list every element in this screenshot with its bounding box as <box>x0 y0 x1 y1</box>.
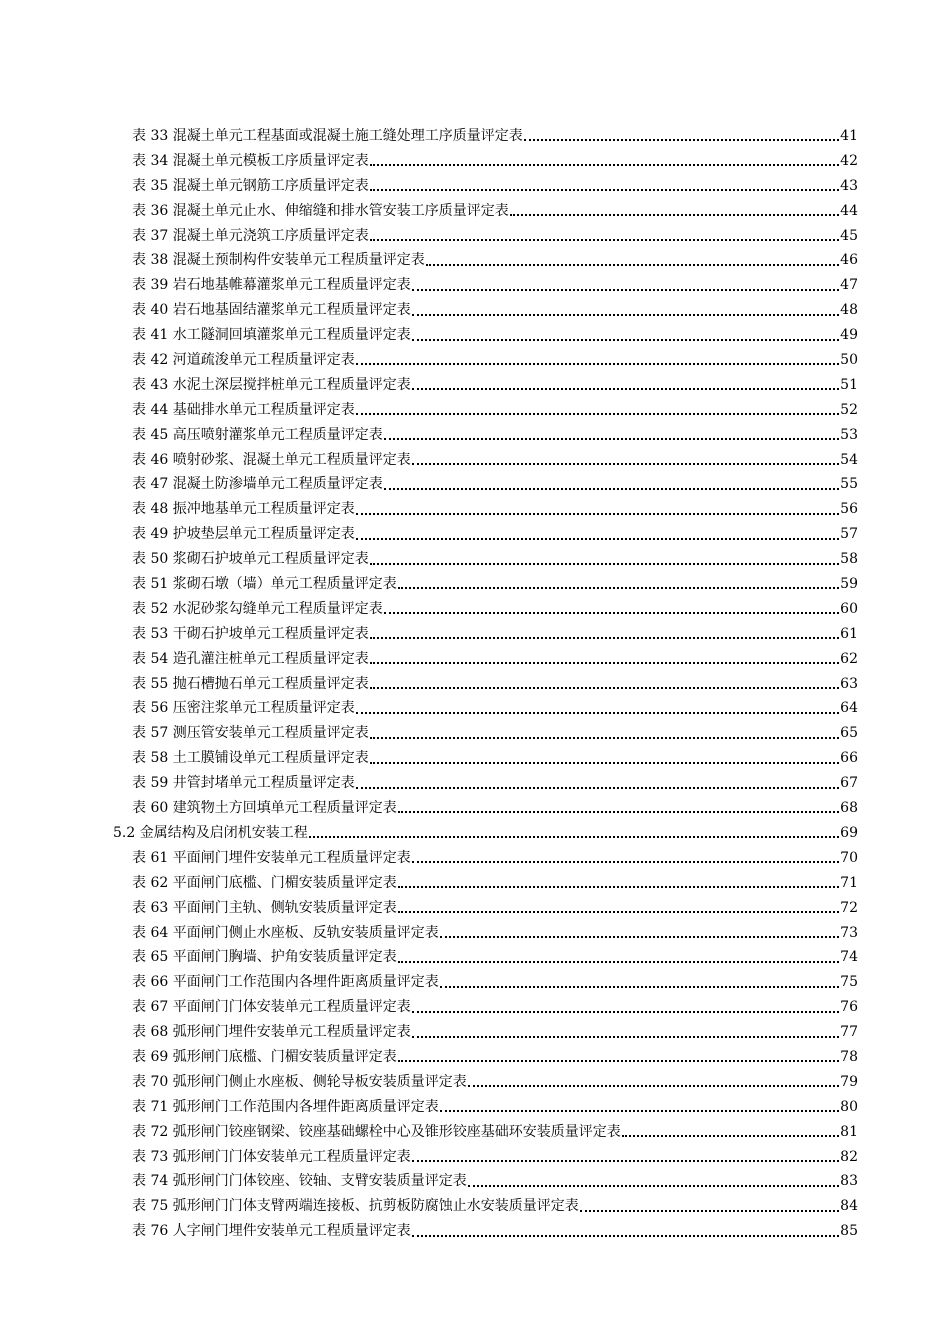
dot-leader <box>412 314 839 316</box>
dot-leader <box>398 961 839 963</box>
dot-leader <box>356 712 839 714</box>
toc-page-number: 54 <box>840 451 858 468</box>
toc-page-number: 76 <box>840 999 858 1016</box>
toc-entry[interactable] <box>113 1120 858 1145</box>
toc-page-number: 67 <box>840 775 858 792</box>
dot-leader <box>398 587 839 589</box>
toc-page-number: 79 <box>840 1073 858 1090</box>
dot-leader <box>370 164 839 166</box>
toc-entry[interactable] <box>113 945 858 970</box>
toc-entry[interactable] <box>113 1169 858 1194</box>
dot-leader <box>412 1036 839 1038</box>
toc-entry-title: 表 41 水工隧洞回填灌浆单元工程质量评定表 <box>132 327 411 344</box>
toc-page-number: 43 <box>840 177 858 194</box>
dot-leader <box>370 662 839 664</box>
dot-leader <box>370 687 839 689</box>
dot-leader <box>370 239 839 241</box>
toc-entry[interactable] <box>113 1020 858 1045</box>
toc-page-number: 63 <box>840 675 858 692</box>
toc-page-number: 82 <box>840 1148 858 1165</box>
dot-leader <box>440 986 839 988</box>
toc-page-number: 80 <box>840 1098 858 1115</box>
toc-entry[interactable] <box>113 298 858 323</box>
toc-entry-title: 5.2 金属结构及启闭机安装工程 <box>113 824 308 841</box>
toc-entry[interactable] <box>113 199 858 224</box>
toc-entry[interactable] <box>113 124 858 149</box>
dot-leader <box>440 936 839 938</box>
toc-page-number: 44 <box>840 202 858 219</box>
toc-page-number: 42 <box>840 152 858 169</box>
toc-entry[interactable] <box>113 348 858 373</box>
toc-entry[interactable] <box>113 149 858 174</box>
toc-page-number: 47 <box>840 277 858 294</box>
toc-entry[interactable] <box>113 771 858 796</box>
toc-entry-title: 表 56 压密注浆单元工程质量评定表 <box>132 700 355 717</box>
toc-entry-title: 表 62 平面闸门底槛、门楣安装质量评定表 <box>132 874 397 891</box>
dot-leader <box>524 139 839 141</box>
toc-entry[interactable] <box>113 696 858 721</box>
dot-leader <box>580 1210 839 1212</box>
toc-entry-title: 表 74 弧形闸门门体铰座、铰轴、支臂安装质量评定表 <box>132 1173 467 1190</box>
toc-page-number: 48 <box>840 302 858 319</box>
toc-entry-title: 表 68 弧形闸门埋件安装单元工程质量评定表 <box>132 1024 411 1041</box>
dot-leader <box>468 1185 839 1187</box>
toc-entry-title: 表 33 混凝土单元工程基面或混凝土施工缝处理工序质量评定表 <box>132 128 523 144</box>
dot-leader <box>398 886 839 888</box>
toc-entry-title: 表 73 弧形闸门门体安装单元工程质量评定表 <box>132 1148 411 1165</box>
toc-entry[interactable] <box>113 224 858 249</box>
toc-page-number: 51 <box>840 376 858 393</box>
dot-leader <box>356 363 839 365</box>
dot-leader <box>468 1085 839 1087</box>
dot-leader <box>370 563 839 565</box>
toc-entry[interactable] <box>113 273 858 298</box>
toc-entry-title: 表 53 干砌石护坡单元工程质量评定表 <box>132 625 369 642</box>
toc-entry[interactable] <box>113 995 858 1020</box>
toc-entry[interactable] <box>113 1145 858 1170</box>
toc-page-number: 50 <box>840 352 858 369</box>
toc-entry[interactable] <box>113 622 858 647</box>
toc-entry[interactable] <box>113 1095 858 1120</box>
toc-entry-title: 表 58 土工膜铺设单元工程质量评定表 <box>132 750 369 767</box>
toc-section-heading[interactable] <box>113 821 858 846</box>
toc-entry[interactable] <box>113 1070 858 1095</box>
toc-entry-title: 表 52 水泥砂浆勾缝单元工程质量评定表 <box>132 600 383 617</box>
toc-entry-title: 表 72 弧形闸门铰座钢梁、铰座基础螺栓中心及锥形铰座基础环安装质量评定表 <box>132 1123 621 1140</box>
toc-entry[interactable] <box>113 373 858 398</box>
toc-page-number: 58 <box>840 551 858 568</box>
toc-entry[interactable] <box>113 597 858 622</box>
toc-entry[interactable] <box>113 248 858 273</box>
toc-entry[interactable] <box>113 721 858 746</box>
toc-page-number: 83 <box>840 1173 858 1190</box>
toc-entry-title: 表 38 混凝土预制构件安装单元工程质量评定表 <box>132 252 425 269</box>
dot-leader <box>370 637 839 639</box>
dot-leader <box>384 438 839 440</box>
toc-entry[interactable] <box>113 572 858 597</box>
toc-page-number: 57 <box>840 526 858 543</box>
toc-entry-title: 表 39 岩石地基帷幕灌浆单元工程质量评定表 <box>132 277 411 294</box>
toc-entry-title: 表 67 平面闸门门体安装单元工程质量评定表 <box>132 999 411 1016</box>
toc-entry[interactable] <box>113 1045 858 1070</box>
toc-entry-title: 表 36 混凝土单元止水、伸缩缝和排水管安装工序质量评定表 <box>132 202 509 219</box>
toc-entry[interactable] <box>113 796 858 821</box>
toc-entry-title: 表 48 振冲地基单元工程质量评定表 <box>132 501 355 518</box>
toc-entry-title: 表 57 测压管安装单元工程质量评定表 <box>132 725 369 742</box>
toc-page-number: 71 <box>840 874 858 891</box>
toc-entry-title: 表 75 弧形闸门门体支臂两端连接板、抗剪板防腐蚀止水安装质量评定表 <box>132 1198 579 1215</box>
dot-leader <box>412 1235 839 1237</box>
dot-leader <box>412 339 839 341</box>
toc-entry-title: 表 46 喷射砂浆、混凝土单元工程质量评定表 <box>132 451 411 468</box>
toc-entry-title: 表 69 弧形闸门底槛、门楣安装质量评定表 <box>132 1048 397 1065</box>
dot-leader <box>412 1160 839 1162</box>
dot-leader <box>356 787 839 789</box>
toc-entry-title: 表 44 基础排水单元工程质量评定表 <box>132 401 355 418</box>
toc-page-number: 77 <box>840 1024 858 1041</box>
toc-page-number: 61 <box>840 625 858 642</box>
toc-entry[interactable] <box>113 547 858 572</box>
toc-entry-title: 表 64 平面闸门侧止水座板、反轨安装质量评定表 <box>132 924 439 941</box>
dot-leader <box>398 811 839 813</box>
toc-entry[interactable] <box>113 472 858 497</box>
toc-entry-title: 表 49 护坡垫层单元工程质量评定表 <box>132 526 355 543</box>
toc-page-number: 52 <box>840 401 858 418</box>
toc-entry[interactable] <box>113 398 858 423</box>
toc-entry-title: 表 55 抛石槽抛石单元工程质量评定表 <box>132 675 369 692</box>
toc-page-number: 81 <box>840 1123 858 1140</box>
dot-leader <box>398 1060 839 1062</box>
toc-page-number: 60 <box>840 600 858 617</box>
toc-entry[interactable] <box>113 448 858 473</box>
dot-leader <box>412 289 839 291</box>
toc-entry[interactable] <box>113 1219 858 1244</box>
dot-leader <box>426 264 839 266</box>
toc-entry-title: 表 35 混凝土单元钢筋工序质量评定表 <box>132 177 369 194</box>
dot-leader <box>510 214 839 216</box>
dot-leader <box>370 737 839 739</box>
toc-page-number: 41 <box>840 128 858 144</box>
toc-page-number: 84 <box>840 1198 858 1215</box>
toc-page-number: 59 <box>840 576 858 593</box>
dot-leader <box>370 189 839 191</box>
toc-entry-title: 表 47 混凝土防渗墙单元工程质量评定表 <box>132 476 383 493</box>
dot-leader <box>412 463 839 465</box>
table-of-contents <box>113 124 858 1244</box>
toc-page-number: 45 <box>840 227 858 244</box>
dot-leader <box>398 911 839 913</box>
dot-leader <box>622 1135 839 1137</box>
toc-entry-title: 表 34 混凝土单元模板工序质量评定表 <box>132 152 369 169</box>
toc-entry-title: 表 60 建筑物土方回填单元工程质量评定表 <box>132 800 397 817</box>
toc-entry-title: 表 45 高压喷射灌浆单元工程质量评定表 <box>132 426 383 443</box>
toc-entry[interactable] <box>113 174 858 199</box>
toc-entry[interactable] <box>113 1194 858 1219</box>
dot-leader <box>370 762 839 764</box>
toc-page-number: 75 <box>840 974 858 991</box>
toc-page-number: 65 <box>840 725 858 742</box>
toc-entry[interactable] <box>113 522 858 547</box>
toc-entry[interactable] <box>113 871 858 896</box>
toc-page-number: 68 <box>840 800 858 817</box>
toc-page-number: 53 <box>840 426 858 443</box>
toc-entry-title: 表 63 平面闸门主轨、侧轨安装质量评定表 <box>132 899 397 916</box>
toc-page-number: 73 <box>840 924 858 941</box>
toc-entry-title: 表 71 弧形闸门工作范围内各埋件距离质量评定表 <box>132 1098 439 1115</box>
toc-entry-title: 表 37 混凝土单元浇筑工序质量评定表 <box>132 227 369 244</box>
dot-leader <box>309 836 839 838</box>
toc-page-number: 69 <box>840 824 858 841</box>
toc-page-number: 70 <box>840 849 858 866</box>
dot-leader <box>412 861 839 863</box>
toc-entry-title: 表 51 浆砌石墩（墙）单元工程质量评定表 <box>132 576 397 593</box>
dot-leader <box>412 1011 839 1013</box>
toc-entry[interactable] <box>113 921 858 946</box>
toc-page-number: 66 <box>840 750 858 767</box>
toc-page-number: 46 <box>840 252 858 269</box>
toc-page-number: 64 <box>840 700 858 717</box>
dot-leader <box>412 388 839 390</box>
toc-page-number: 62 <box>840 650 858 667</box>
toc-page-number: 85 <box>840 1223 858 1240</box>
toc-entry-title: 表 40 岩石地基固结灌浆单元工程质量评定表 <box>132 302 411 319</box>
toc-entry-title: 表 59 井管封堵单元工程质量评定表 <box>132 775 355 792</box>
dot-leader <box>384 612 839 614</box>
toc-entry-title: 表 54 造孔灌注桩单元工程质量评定表 <box>132 650 369 667</box>
toc-entry-title: 表 42 河道疏浚单元工程质量评定表 <box>132 352 355 369</box>
toc-entry-title: 表 70 弧形闸门侧止水座板、侧轮导板安装质量评定表 <box>132 1073 467 1090</box>
dot-leader <box>356 513 839 515</box>
toc-entry-title: 表 76 人字闸门埋件安装单元工程质量评定表 <box>132 1223 411 1240</box>
toc-page-number: 49 <box>840 327 858 344</box>
toc-entry[interactable] <box>113 647 858 672</box>
toc-entry[interactable] <box>113 323 858 348</box>
toc-entry-title: 表 50 浆砌石护坡单元工程质量评定表 <box>132 551 369 568</box>
dot-leader <box>384 488 839 490</box>
toc-page-number: 56 <box>840 501 858 518</box>
toc-entry-title: 表 65 平面闸门胸墙、护角安装质量评定表 <box>132 949 397 966</box>
toc-page-number: 72 <box>840 899 858 916</box>
toc-entry[interactable] <box>113 746 858 771</box>
toc-entry-title: 表 43 水泥土深层搅拌桩单元工程质量评定表 <box>132 376 411 393</box>
dot-leader <box>356 413 839 415</box>
toc-entry[interactable] <box>113 672 858 697</box>
toc-entry[interactable] <box>113 497 858 522</box>
toc-entry-title: 表 66 平面闸门工作范围内各埋件距离质量评定表 <box>132 974 439 991</box>
toc-entry[interactable] <box>113 970 858 995</box>
toc-page-number: 55 <box>840 476 858 493</box>
toc-page-number: 78 <box>840 1048 858 1065</box>
toc-entry-title: 表 61 平面闸门埋件安装单元工程质量评定表 <box>132 849 411 866</box>
toc-entry[interactable] <box>113 846 858 871</box>
toc-entry[interactable] <box>113 896 858 921</box>
toc-page-number: 74 <box>840 949 858 966</box>
toc-entry[interactable] <box>113 423 858 448</box>
dot-leader <box>440 1110 839 1112</box>
dot-leader <box>356 538 839 540</box>
